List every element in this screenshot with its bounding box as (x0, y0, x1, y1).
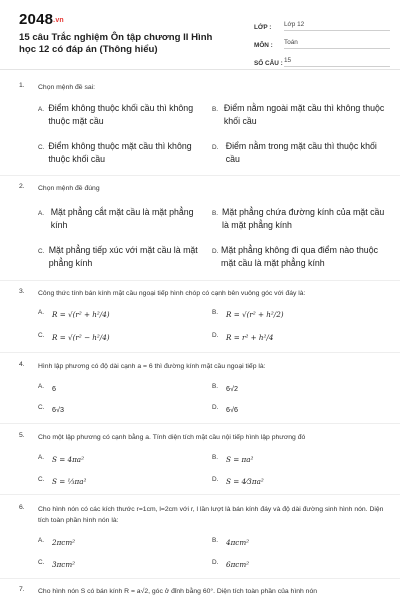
option-label: D. (212, 476, 219, 483)
option-b[interactable] (212, 454, 390, 465)
option-label: C. (38, 404, 45, 411)
option-b[interactable] (212, 102, 390, 127)
option-label: C. (38, 476, 45, 483)
site-logo[interactable] (19, 11, 64, 28)
option-label: A. (38, 537, 45, 544)
option-text: 6√3 (52, 405, 64, 414)
logo-text: 2048 (19, 11, 54, 28)
question-number: 7. (19, 586, 25, 593)
option-d[interactable] (212, 140, 390, 165)
question-number: 1. (19, 82, 25, 89)
option-label: B. (212, 309, 219, 316)
option-label: D. (212, 144, 219, 151)
option-a[interactable] (38, 537, 198, 548)
question-text: Hình lập phương có độ dài cạnh a = 6 thì đường kính mặt cầu ngoại tiếp là: (38, 363, 266, 370)
option-text: Mặt phẳng không đi qua điểm nào thuộc mặt cầu là mặt phẳng kính (221, 245, 378, 268)
option-a[interactable] (38, 309, 198, 320)
option-a[interactable] (38, 383, 198, 394)
option-text: Điểm không thuộc mặt cầu thì không thuộc khối cầu (48, 141, 192, 164)
option-formula: S = ⅓πa² (52, 477, 87, 486)
option-label: C. (38, 559, 45, 566)
option-label: D. (212, 404, 219, 411)
meta-label: MÔN : (254, 42, 273, 49)
option-formula: 3πcm² (52, 560, 76, 569)
option-c[interactable] (38, 476, 198, 487)
option-c[interactable] (38, 332, 198, 343)
option-label: D. (212, 332, 219, 339)
question-text: Công thức tính bán kính mặt cầu ngoại tiếp hình chóp có cạnh bên vuông góc với đáy là: (38, 290, 306, 297)
option-c[interactable] (38, 559, 198, 570)
question-text: Chọn mệnh đề sai: (38, 84, 96, 91)
option-label: A. (38, 210, 45, 217)
option-label: B. (212, 383, 219, 390)
option-label: D. (212, 248, 219, 255)
meta-row-subject (254, 33, 390, 49)
option-d[interactable] (212, 332, 390, 343)
option-c[interactable] (38, 140, 198, 165)
option-text: 6√2 (226, 384, 238, 393)
meta-value: 15 (284, 57, 390, 67)
option-formula: S = 4πa² (52, 455, 84, 464)
question-divider (0, 578, 400, 579)
option-label: C. (38, 144, 45, 151)
option-a[interactable] (38, 206, 198, 231)
option-formula: R = √(r² + h²/2) (226, 310, 284, 319)
option-c[interactable] (38, 404, 198, 415)
question-divider (0, 423, 400, 424)
question-number: 2. (19, 183, 25, 190)
option-label: B. (212, 106, 219, 113)
option-label: A. (38, 383, 45, 390)
option-d[interactable] (212, 244, 390, 269)
question-number: 6. (19, 504, 25, 511)
option-b[interactable] (212, 383, 390, 394)
option-b[interactable] (212, 206, 390, 231)
option-formula: 2πcm² (52, 538, 76, 547)
question-divider (0, 280, 400, 281)
option-text: Điểm nằm trong mặt cầu thì thuộc khối cầu (225, 141, 377, 164)
option-label: B. (212, 537, 219, 544)
option-label: A. (38, 454, 45, 461)
option-text: Điểm nằm ngoài mặt cầu thì không thuộc khối cầu (223, 103, 385, 126)
question-divider (0, 352, 400, 353)
option-formula: R = √(r² − h²/4) (52, 333, 110, 342)
meta-value: Lớp 12 (284, 21, 390, 31)
option-text: Mặt phẳng chứa đường kính của mặt cầu là mặt phẳng kính (222, 207, 385, 230)
option-label: B. (212, 210, 219, 217)
document-title: 15 câu Trắc nghiệm Ôn tập chương II Hình học 12 có đáp án (Thông hiểu) (19, 32, 213, 55)
option-b[interactable] (212, 537, 390, 548)
option-text: Mặt phẳng cắt mặt cầu là mặt phẳng kính (50, 207, 194, 230)
question-number: 4. (19, 361, 25, 368)
option-d[interactable] (212, 404, 390, 415)
question-divider (0, 494, 400, 495)
option-label: A. (38, 309, 45, 316)
option-formula: S = 4⁄3πa² (226, 477, 264, 486)
document-meta (254, 15, 390, 69)
option-a[interactable] (38, 454, 198, 465)
question-text: Chọn mệnh đề đúng (38, 185, 100, 192)
option-label: C. (38, 248, 45, 255)
option-label: C. (38, 332, 45, 339)
option-text: Mặt phẳng tiếp xúc với mặt cầu là mặt phẳng kính (48, 245, 198, 268)
option-label: D. (212, 559, 219, 566)
option-a[interactable] (38, 102, 198, 127)
option-formula: 6πcm² (226, 560, 250, 569)
logo-suffix: .vn (53, 17, 64, 24)
meta-row-class (254, 15, 390, 31)
option-label: A. (38, 106, 45, 113)
question-text: Cho một lập phương có cạnh bằng a. Tính diện tích mặt cầu nội tiếp hình lập phương đó (38, 434, 306, 441)
question-divider (0, 175, 400, 176)
question-number: 5. (19, 432, 25, 439)
option-d[interactable] (212, 476, 390, 487)
option-b[interactable] (212, 309, 390, 320)
option-formula: S = πa² (226, 455, 254, 464)
option-d[interactable] (212, 559, 390, 570)
option-label: B. (212, 454, 219, 461)
meta-label: SỐ CÂU : (254, 60, 283, 67)
header-divider (0, 69, 400, 70)
option-text: 6 (52, 384, 56, 393)
meta-value: Toán (284, 39, 390, 49)
question-text: Cho hình nón có các kích thước r=1cm, l=2cm với r, l lần lượt là bán kính đáy và độ dài đường sinh hình nón. Diện tích toàn phần hình nón là: (38, 506, 384, 524)
option-formula: R = r² + h²/4 (226, 333, 274, 342)
option-text: Điểm không thuộc khối cầu thì không thuộc mặt cầu (48, 103, 194, 126)
option-formula: R = √(r² + h²/4) (52, 310, 110, 319)
question-text: Cho hình nón S có bán kính R = a√2, góc ở đỉnh bằng 60°. Diện tích toàn phần của hình nón (38, 588, 318, 595)
question-number: 3. (19, 288, 25, 295)
meta-row-count (254, 51, 390, 67)
meta-label: LỚP : (254, 24, 272, 31)
option-text: 6√6 (226, 405, 238, 414)
option-formula: 4πcm² (226, 538, 250, 547)
option-c[interactable] (38, 244, 198, 269)
